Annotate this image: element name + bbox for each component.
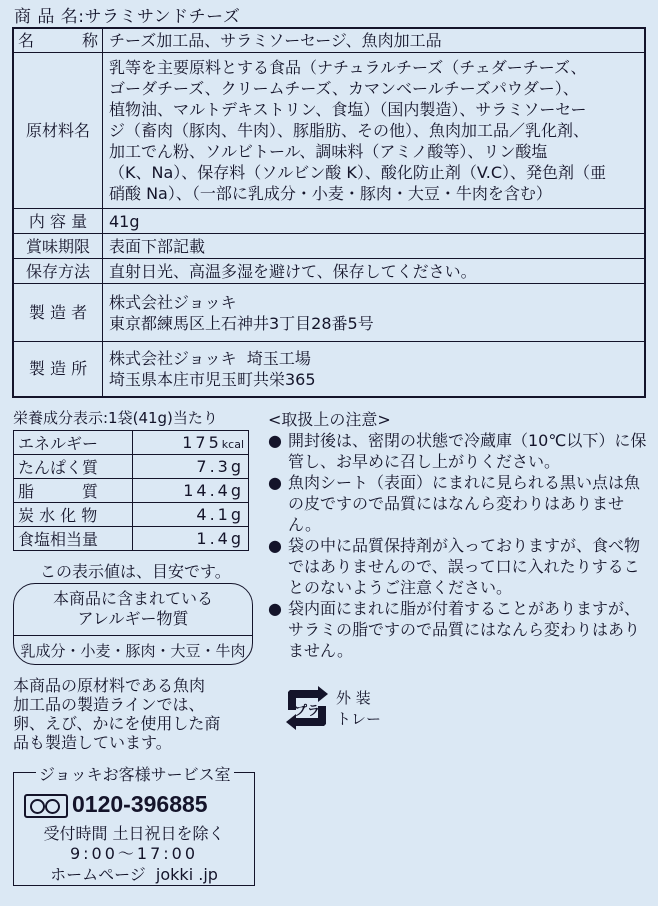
product-name: 商 品 名:サラミサンドチーズ bbox=[14, 7, 241, 27]
recycle-mark-text: プラ bbox=[293, 704, 321, 719]
manufacturer-address: 東京都練馬区上石神井3丁目28番5号 bbox=[109, 313, 374, 333]
customer-service-homepage: ホームページ jokki .jp bbox=[50, 865, 218, 884]
phone-number: 0120-396885 bbox=[72, 791, 208, 817]
spec-value bbox=[103, 342, 646, 397]
nutrition-label: たんぱく質 bbox=[14, 455, 133, 479]
ingredient-line: 乳等を主要原料とする食品（ナチュラルチーズ（チェダーチーズ、 bbox=[109, 58, 587, 77]
allergy-items: 乳成分・小麦・豚肉・大豆・牛肉 bbox=[20, 642, 246, 660]
freedial-icon bbox=[24, 794, 68, 818]
nutrition-value: 7.3g bbox=[133, 455, 249, 479]
spec-label: 製 造 者 bbox=[13, 284, 103, 342]
allergy-title-line: アレルギー物質 bbox=[77, 609, 189, 628]
spec-value: 41g bbox=[103, 209, 646, 234]
ingredient-line: 加工でん粉、ソルビトール、調味料（アミノ酸等）、リン酸塩 bbox=[109, 142, 548, 161]
nutrition-label: エネルギー bbox=[14, 431, 133, 455]
handling-note bbox=[268, 430, 650, 472]
facility-note-line: 本商品の原材料である魚肉 bbox=[13, 676, 206, 695]
spec-row-content bbox=[13, 209, 645, 234]
recycle-label-line: トレー bbox=[336, 710, 382, 728]
plastic-recycle-icon bbox=[282, 684, 332, 732]
allergy-title-line: 本商品に含まれている bbox=[52, 589, 213, 608]
spec-label: 名 称 bbox=[13, 28, 103, 53]
customer-service-phone bbox=[24, 791, 208, 818]
handling-note bbox=[268, 535, 650, 598]
spec-row-best-before bbox=[13, 234, 645, 259]
nutrition-row bbox=[14, 503, 249, 527]
product-spec-table bbox=[12, 27, 646, 398]
recycle-label-line: 外 装 bbox=[336, 689, 371, 707]
handling-notes bbox=[268, 430, 650, 661]
bullet-icon: ● bbox=[268, 473, 282, 492]
spec-value: チーズ加工品、サラミソーセージ、魚肉加工品 bbox=[103, 28, 646, 53]
ingredient-line: 硝酸 Na）、（一部に乳成分・小麦・豚肉・大豆・牛肉を含む） bbox=[109, 184, 552, 203]
handling-note-text: 袋内面にまれに脂が付着することがありますが、サラミの脂ですので品質にはなんら変わりはありません。 bbox=[288, 599, 641, 660]
spec-value: 直射日光、高温多湿を避けて、保存してください。 bbox=[103, 259, 646, 284]
spec-label: 保存方法 bbox=[13, 259, 103, 284]
spec-row-factory bbox=[13, 342, 645, 397]
allergy-divider bbox=[14, 635, 252, 636]
handling-note bbox=[268, 598, 650, 661]
nutrition-row bbox=[14, 479, 249, 503]
facility-note-line: 卵、えび、かにを使用した商 bbox=[13, 714, 221, 733]
handling-note-text: 袋の中に品質保持剤が入っておりますが、食べ物ではありませんので、誤って口に入れたりすることのないようご注意ください。 bbox=[288, 536, 641, 597]
allergy-box bbox=[13, 583, 253, 665]
bullet-icon: ● bbox=[268, 599, 282, 618]
nutrition-row bbox=[14, 431, 249, 455]
factory-name: 株式会社ジョッキ 埼玉工場 bbox=[109, 348, 311, 368]
nutrition-row bbox=[14, 527, 249, 551]
nutrition-label: 炭 水 化 物 bbox=[14, 503, 133, 527]
handling-note bbox=[268, 472, 650, 535]
recycle-label bbox=[336, 688, 381, 730]
handling-note-text: 魚肉シート（表面）にまれに見られる黒い点は魚の皮ですので品質にはなんら変わりはありません。 bbox=[288, 473, 641, 534]
nutrition-value: 14.4g bbox=[133, 479, 249, 503]
nutrition-value: 4.1g bbox=[133, 503, 249, 527]
ingredient-line: ゴーダチーズ、クリームチーズ、カマンベールチーズパウダー）、 bbox=[109, 79, 579, 98]
factory-address: 埼玉県本庄市児玉町共栄365 bbox=[109, 369, 316, 389]
ingredient-line: （K、Na）、保存料（ソルビン酸 K）、酸化防止剤（V.C）、発色剤（亜 bbox=[109, 163, 606, 182]
customer-service-title: ジョッキお客様サービス室 bbox=[36, 762, 234, 785]
customer-service-hours-time: 9:00〜17:00 bbox=[69, 844, 199, 863]
allergy-title bbox=[14, 589, 252, 629]
manufacturer-name: 株式会社ジョッキ bbox=[109, 292, 237, 312]
handling-note-text: 開封後は、密閉の状態で冷蔵庫（10℃以下）に保管し、お早めに召し上がりください。 bbox=[288, 431, 647, 471]
nutrition-label: 脂 質 bbox=[14, 479, 133, 503]
spec-label: 賞味期限 bbox=[13, 234, 103, 259]
spec-row-ingredients bbox=[13, 53, 645, 209]
spec-value bbox=[103, 284, 646, 342]
spec-row-name bbox=[13, 28, 645, 53]
nutrition-label: 食塩相当量 bbox=[14, 527, 133, 551]
ingredient-line: 植物油、マルトデキストリン、食塩）（国内製造）、サラミソーセー bbox=[109, 100, 587, 119]
nutrition-value: 1.4g bbox=[133, 527, 249, 551]
nutrition-title: 栄養成分表示:1袋(41g)当たり bbox=[13, 409, 218, 427]
customer-service-box bbox=[13, 765, 255, 886]
facility-note-line: 品も製造しています。 bbox=[13, 733, 172, 752]
spec-label: 内 容 量 bbox=[13, 209, 103, 234]
spec-value: 表面下部記載 bbox=[103, 234, 646, 259]
facility-note bbox=[13, 676, 263, 752]
bullet-icon: ● bbox=[268, 536, 282, 555]
spec-label: 製 造 所 bbox=[13, 342, 103, 397]
ingredient-line: ジ（畜肉（豚肉、牛肉）、豚脂肪、その他）、魚肉加工品／乳化剤、 bbox=[109, 121, 590, 140]
nutrition-number: 175 bbox=[182, 433, 222, 452]
nutrition-note: この表示値は、目安です。 bbox=[40, 562, 231, 581]
spec-row-manufacturer bbox=[13, 284, 645, 342]
spec-label: 原材料名 bbox=[13, 53, 103, 209]
spec-value bbox=[103, 53, 646, 209]
nutrition-table bbox=[13, 430, 249, 551]
spec-row-storage bbox=[13, 259, 645, 284]
nutrition-value bbox=[133, 431, 249, 455]
nutrition-row bbox=[14, 455, 249, 479]
facility-note-line: 加工品の製造ラインでは、 bbox=[13, 695, 205, 714]
customer-service-hours: 受付時間 土日祝日を除く bbox=[43, 824, 225, 843]
bullet-icon: ● bbox=[268, 431, 282, 450]
nutrition-unit: kcal bbox=[221, 438, 244, 451]
handling-title: <取扱上の注意> bbox=[268, 410, 391, 429]
